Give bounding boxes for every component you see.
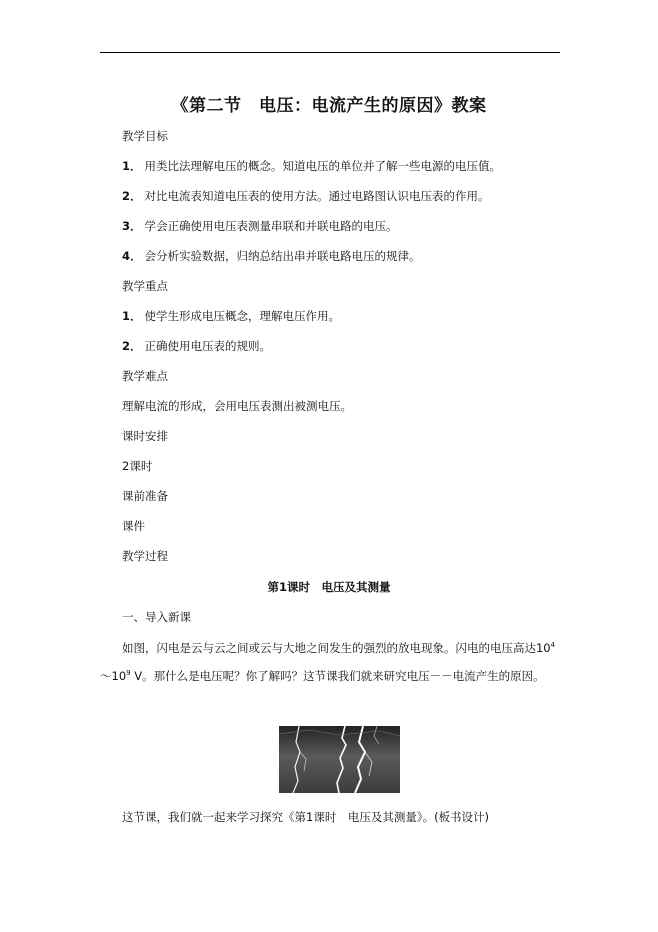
key-point-number: 1． <box>122 309 142 323</box>
objective-text: 对比电流表知道电压表的使用方法。通过电路图认识电压表的作用。 <box>144 189 490 203</box>
objective-item <box>122 218 398 234</box>
key-point-item <box>122 308 340 324</box>
difficulties-text: 理解电流的形成，会用电压表测出被测电压。 <box>122 399 352 413</box>
prep-text: 课件 <box>122 519 145 533</box>
difficulties-heading: 教学难点 <box>122 369 168 383</box>
key-point-item <box>122 338 271 354</box>
intro-paragraph <box>100 633 565 689</box>
exponent-2: 9 <box>126 669 131 677</box>
objective-number: 2． <box>122 189 142 203</box>
lesson-title: 第1课时 电压及其测量 <box>267 580 391 594</box>
objectives-heading: 教学目标 <box>122 129 168 143</box>
objective-text: 会分析实验数据，归纳总结出串并联电路电压的规律。 <box>144 249 421 263</box>
lightning-image <box>279 726 400 793</box>
schedule-heading: 课时安排 <box>122 429 168 443</box>
schedule-text: 2课时 <box>122 459 153 473</box>
objective-text: 用类比法理解电压的概念。知道电压的单位并了解一些电源的电压值。 <box>144 159 502 173</box>
intro-heading: 一、导入新课 <box>122 610 191 624</box>
key-point-text: 使学生形成电压概念，理解电压作用。 <box>144 309 341 323</box>
header-rule <box>100 52 560 53</box>
intro-text-part1: 如图，闪电是云与云之间或云与大地之间发生的强烈的放电现象。闪电的电压高达10 <box>122 641 551 655</box>
closing-text: 这节课，我们就一起来学习探究《第1课时 电压及其测量》。(板书设计) <box>122 810 490 824</box>
exponent-1: 4 <box>550 641 556 649</box>
objective-text: 学会正确使用电压表测量串联和并联电路的电压。 <box>144 219 398 233</box>
objective-number: 3． <box>122 219 142 233</box>
objective-item <box>122 188 490 204</box>
prep-heading: 课前准备 <box>122 489 168 503</box>
key-point-text: 正确使用电压表的规则。 <box>144 339 272 353</box>
objective-item <box>122 158 501 174</box>
objective-number: 1． <box>122 159 142 173</box>
objective-item <box>122 248 421 264</box>
page-title: 《第二节 电压：电流产生的原因》教案 <box>171 96 487 116</box>
key-point-number: 2． <box>122 339 142 353</box>
objective-number: 4． <box>122 249 142 263</box>
key-points-heading: 教学重点 <box>122 279 168 293</box>
process-heading: 教学过程 <box>122 549 168 563</box>
intro-text-part2: ～10 <box>100 669 127 683</box>
intro-text-part3: V。那什么是电压呢？你了解吗？这节课我们就来研究电压－－电流产生的原因。 <box>130 669 545 683</box>
